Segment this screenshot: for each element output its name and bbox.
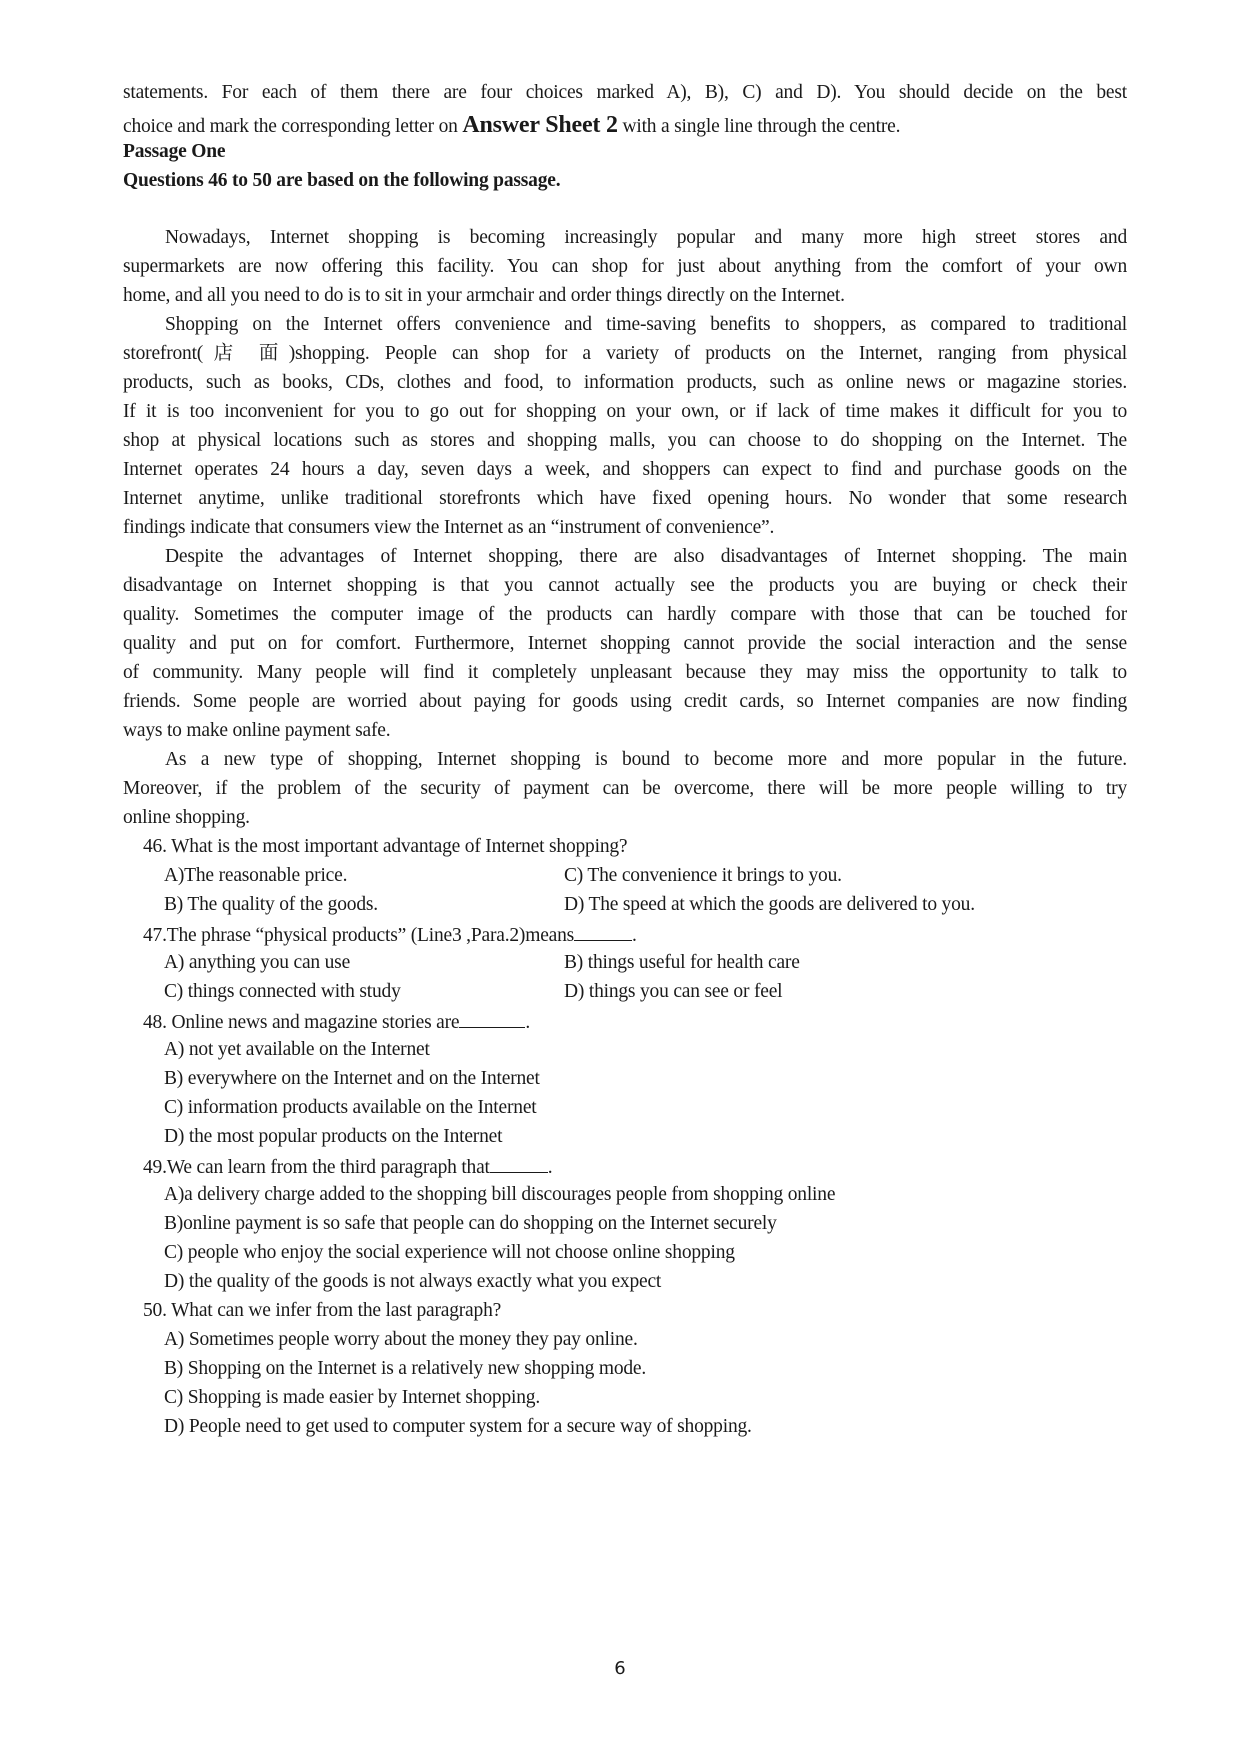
passage-line: Internet operates 24 hours a day, seven days a week, and shoppers can expect to find and purchase goods on the — [123, 459, 1127, 480]
question-46-stem: 46. What is the most important advantage of Internet shopping? — [143, 836, 628, 857]
passage-line: Moreover, if the problem of the security of payment can be overcome, there will be more people willing to try — [123, 778, 1127, 799]
passage-line: Despite the advantages of Internet shopping, there are also disadvantages of Internet shopping. The main — [165, 546, 1127, 567]
passage-line: disadvantage on Internet shopping is that you cannot actually see the products you are buying or check their — [123, 575, 1127, 596]
passage-line: storefront(店 面)shopping. People can shop for a variety of products on the Internet, ranging from physical — [123, 343, 1127, 364]
answer-blank[interactable] — [459, 1009, 525, 1028]
answer-sheet-label: Answer Sheet 2 — [462, 112, 618, 138]
question-46-option-c[interactable]: C) The convenience it brings to you. — [564, 865, 842, 886]
question-48-stem — [143, 1009, 1147, 1035]
question-47-end: . — [632, 925, 637, 946]
question-50-option-a[interactable]: A) Sometimes people worry about the money they pay online. — [164, 1329, 638, 1350]
passage-line: Nowadays, Internet shopping is becoming increasingly popular and many more high street stores and — [165, 227, 1127, 248]
question-48-option-c[interactable]: C) information products available on the Internet — [164, 1097, 537, 1118]
passage-line: products, such as books, CDs, clothes and food, to information products, such as online news or magazine stories. — [123, 372, 1127, 393]
question-50-option-c[interactable]: C) Shopping is made easier by Internet shopping. — [164, 1387, 541, 1408]
instructions-text-end: with a single line through the centre. — [617, 116, 901, 137]
passage-line: Internet anytime, unlike traditional storefronts which have fixed opening hours. No wonder that some research — [123, 488, 1127, 509]
passage-title: Passage One — [123, 141, 226, 162]
question-47-stem — [143, 922, 1147, 948]
question-50-option-d[interactable]: D) People need to get used to computer system for a secure way of shopping. — [164, 1416, 752, 1437]
question-50-option-b[interactable]: B) Shopping on the Internet is a relatively new shopping mode. — [164, 1358, 647, 1379]
passage-line: As a new type of shopping, Internet shopping is bound to become more and more popular in the future. — [165, 749, 1127, 770]
question-49-option-d[interactable]: D) the quality of the goods is not always exactly what you expect — [164, 1271, 662, 1292]
passage-line: friends. Some people are worried about paying for goods using credit cards, so Internet companies are now finding — [123, 691, 1127, 712]
passage-line: of community. Many people will find it completely unpleasant because they may miss the opportunity to talk to — [123, 662, 1127, 683]
passage-line: online shopping. — [123, 807, 250, 828]
answer-blank[interactable] — [490, 1154, 548, 1173]
question-46-option-b[interactable]: B) The quality of the goods. — [164, 894, 378, 915]
answer-blank[interactable] — [574, 922, 632, 941]
passage-line: shop at physical locations such as stores and shopping malls, you can choose to do shopping on the Internet. The — [123, 430, 1127, 451]
passage-subtitle: Questions 46 to 50 are based on the following passage. — [123, 170, 561, 191]
instructions-line-1: statements. For each of them there are four choices marked A), B), C) and D). You should decide on the best — [123, 82, 1127, 103]
question-46-option-d[interactable]: D) The speed at which the goods are delivered to you. — [564, 894, 975, 915]
question-49-option-a[interactable]: A)a delivery charge added to the shopping bill discourages people from shopping online — [164, 1184, 836, 1205]
question-48-option-a[interactable]: A) not yet available on the Internet — [164, 1039, 430, 1060]
passage-line: home, and all you need to do is to sit in your armchair and order things directly on the Internet. — [123, 285, 845, 306]
question-48-end: . — [525, 1012, 531, 1033]
question-49-text: 49.We can learn from the third paragraph that — [143, 1157, 490, 1178]
question-48-option-d[interactable]: D) the most popular products on the Internet — [164, 1126, 503, 1147]
passage-line: quality and put on for comfort. Furthermore, Internet shopping cannot provide the social interaction and the sense — [123, 633, 1127, 654]
question-48-option-b[interactable]: B) everywhere on the Internet and on the Internet — [164, 1068, 540, 1089]
passage-line: Shopping on the Internet offers convenience and time-saving benefits to shoppers, as compared to traditional — [165, 314, 1127, 335]
passage-line: ways to make online payment safe. — [123, 720, 391, 741]
question-47-option-b[interactable]: B) things useful for health care — [564, 952, 800, 973]
passage-line: supermarkets are now offering this facility. You can shop for just about anything from the comfort of your own — [123, 256, 1127, 277]
question-46-option-a[interactable]: A)The reasonable price. — [164, 865, 348, 886]
question-47-option-d[interactable]: D) things you can see or feel — [564, 981, 783, 1002]
passage-line: quality. Sometimes the computer image of the products can hardly compare with those that can be touched for — [123, 604, 1127, 625]
page-number: 6 — [614, 1658, 626, 1679]
question-47-option-a[interactable]: A) anything you can use — [164, 952, 351, 973]
question-47-option-c[interactable]: C) things connected with study — [164, 981, 401, 1002]
passage-line: If it is too inconvenient for you to go out for shopping on your own, or if lack of time makes it difficult for you to — [123, 401, 1127, 422]
question-49-option-b[interactable]: B)online payment is so safe that people can do shopping on the Internet securely — [164, 1213, 777, 1234]
instructions-line-2 — [123, 113, 1127, 139]
question-50-stem: 50. What can we infer from the last paragraph? — [143, 1300, 502, 1321]
instructions-text: choice and mark the corresponding letter on — [123, 116, 463, 137]
question-48-text: 48. Online news and magazine stories are — [143, 1012, 460, 1033]
question-49-end: . — [547, 1157, 553, 1178]
question-47-text: 47.The phrase “physical products” (Line3 ,Para.2)means — [143, 925, 575, 946]
question-49-option-c[interactable]: C) people who enjoy the social experience will not choose online shopping — [164, 1242, 735, 1263]
passage-line: findings indicate that consumers view the Internet as an “instrument of convenience”. — [123, 517, 775, 538]
question-49-stem — [143, 1154, 1147, 1180]
